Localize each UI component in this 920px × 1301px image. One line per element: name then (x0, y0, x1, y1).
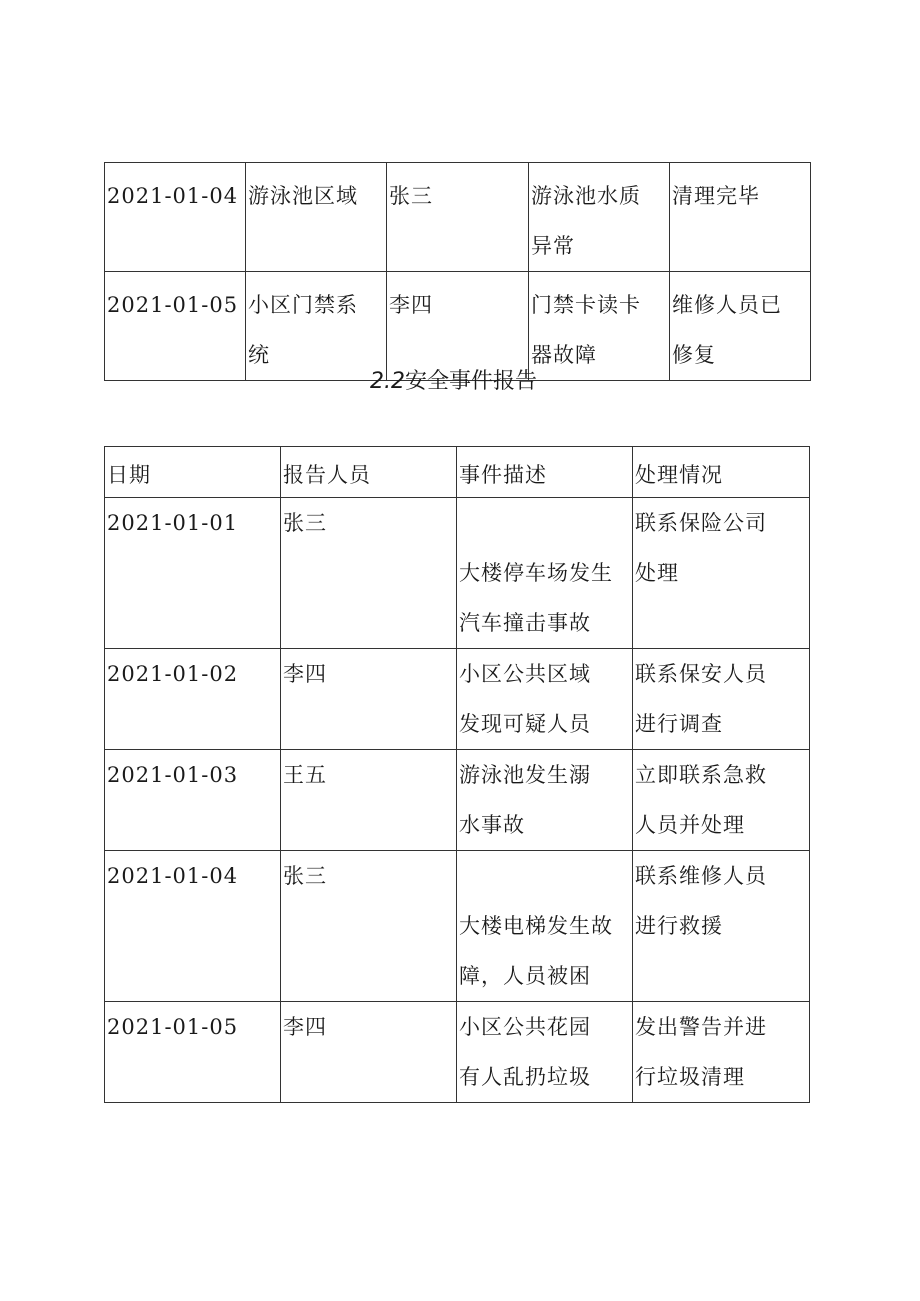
reporter-cell: 张三 (281, 851, 457, 1002)
table-row (105, 750, 810, 851)
result-cell: 清理完毕 (670, 163, 811, 272)
date-cell: 2021-01-02 (105, 649, 281, 750)
security-events-table (104, 446, 810, 1103)
handling-cell: 发出警告并进 行垃圾清理 (633, 1002, 810, 1103)
handling-cell: 立即联系急救 人员并处理 (633, 750, 810, 851)
table-row (105, 851, 810, 1002)
section-heading (370, 364, 537, 400)
result-cell: 维修人员已 修复 (670, 272, 811, 381)
table-row (105, 1002, 810, 1103)
handling-cell: 联系保险公司 处理 (633, 498, 810, 649)
handling-cell: 联系维修人员 进行救援 (633, 851, 810, 1002)
table-row (105, 498, 810, 649)
handling-cell: 联系保安人员 进行调查 (633, 649, 810, 750)
table-row (105, 649, 810, 750)
header-date: 日期 (105, 447, 281, 498)
location-cell: 小区门禁系 统 (246, 272, 387, 381)
description-cell: 大楼停车场发生 汽车撞击事故 (457, 498, 633, 649)
description-cell: 小区公共花园 有人乱扔垃圾 (457, 1002, 633, 1103)
table-header-row (105, 447, 810, 498)
header-handling: 处理情况 (633, 447, 810, 498)
section-title: 安全事件报告 (405, 369, 538, 394)
table-row (105, 163, 811, 272)
location-cell: 游泳池区域 (246, 163, 387, 272)
issue-cell: 游泳池水质 异常 (529, 163, 670, 272)
description-cell: 小区公共区域 发现可疑人员 (457, 649, 633, 750)
issue-cell: 门禁卡读卡 器故障 (529, 272, 670, 381)
description-cell: 游泳池发生溺 水事故 (457, 750, 633, 851)
header-reporter: 报告人员 (281, 447, 457, 498)
reporter-cell: 李四 (281, 1002, 457, 1103)
header-description: 事件描述 (457, 447, 633, 498)
reporter-cell: 张三 (281, 498, 457, 649)
section-number: 2.2 (370, 369, 405, 394)
date-cell: 2021-01-05 (105, 272, 246, 381)
date-cell: 2021-01-04 (105, 851, 281, 1002)
date-cell: 2021-01-04 (105, 163, 246, 272)
date-cell: 2021-01-05 (105, 1002, 281, 1103)
description-cell: 大楼电梯发生故 障，人员被困 (457, 851, 633, 1002)
maintenance-table (104, 162, 811, 381)
person-cell: 李四 (387, 272, 529, 381)
reporter-cell: 王五 (281, 750, 457, 851)
reporter-cell: 李四 (281, 649, 457, 750)
date-cell: 2021-01-01 (105, 498, 281, 649)
date-cell: 2021-01-03 (105, 750, 281, 851)
person-cell: 张三 (387, 163, 529, 272)
